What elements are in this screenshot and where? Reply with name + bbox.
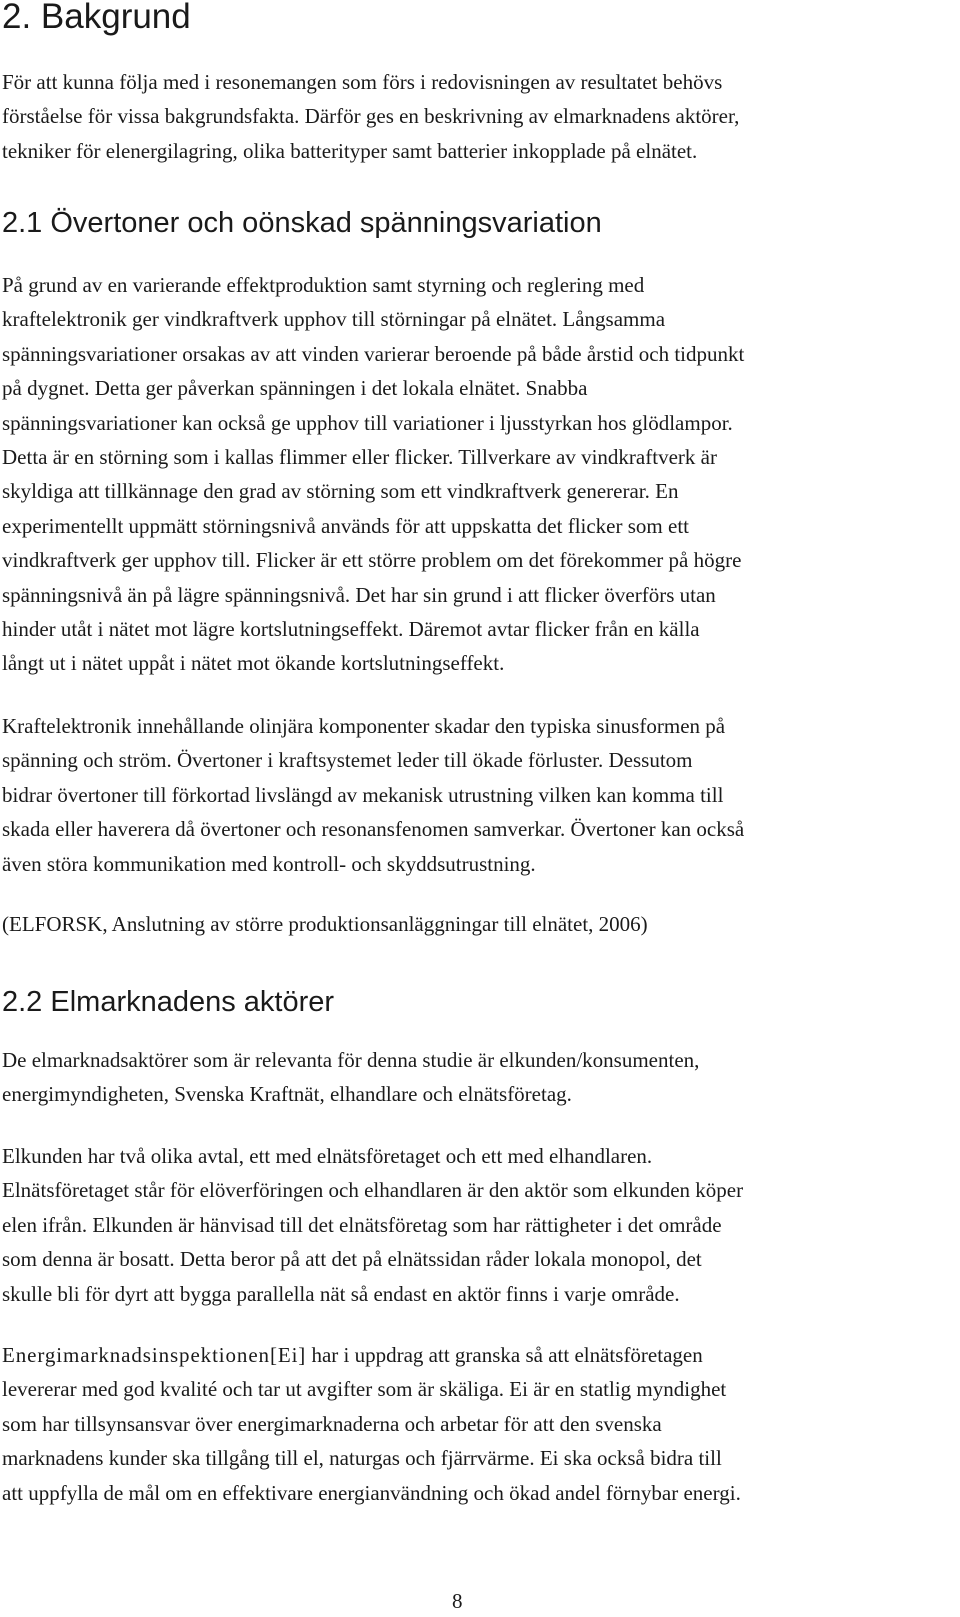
page-number: 8	[452, 1589, 463, 1613]
text-line: spänningsnivå än på lägre spänningsnivå. Det har sin grund i att flicker överförs utan	[2, 582, 716, 607]
text-line: marknadens kunder ska tillgång till el, naturgas och fjärrvärme. Ei ska också bidra till	[2, 1446, 722, 1471]
reference-text: (ELFORSK, Anslutning av större produktionsanläggningar till elnätet, 2006)	[2, 912, 648, 936]
paragraph-flicker	[2, 268, 942, 681]
text-line: även störa kommunikation med kontroll- och skyddsutrustning.	[2, 851, 536, 876]
subsection-title-2-1: 2.1 Övertoner och oönskad spänningsvariation	[2, 207, 602, 239]
text-line: spänningsvariationer kan också ge upphov till variationer i ljusstyrkan hos glödlampor.	[2, 410, 733, 435]
reference	[2, 907, 942, 941]
text-line: som har tillsynsansvar över energimarknaderna och arbetar för att den svenska	[2, 1411, 662, 1436]
text-line: långt ut i nätet uppåt i nätet mot ökande kortslutningseffekt.	[2, 651, 505, 676]
paragraph-harmonics	[2, 709, 942, 881]
text-line: kraftelektronik ger vindkraftverk upphov till störningar på elnätet. Långsamma	[2, 307, 666, 332]
text-fragment: har i uppdrag att granska så att elnätsföretagen	[306, 1343, 703, 1367]
text-line	[2, 1338, 942, 1372]
text-line: Kraftelektronik innehållande olinjära komponenter skadar den typiska sinusformen på	[2, 714, 726, 738]
text-line: skyldiga att tillkännage den grad av störning som ett vindkraftverk genererar. En	[2, 479, 679, 504]
text-line: tekniker för elenergilagring, olika batterityper samt batterier inkopplade på elnätet.	[2, 138, 698, 163]
text-line: spänningsvariationer orsakas av att vinden varierar beroende på både årstid och tidpunkt	[2, 341, 745, 366]
text-line: hinder utåt i nätet mot lägre kortslutningseffekt. Däremot avtar flicker från en källa	[2, 617, 700, 642]
subsection-title-2-2: 2.2 Elmarknadens aktörer	[2, 986, 335, 1018]
text-line: att uppfylla de mål om en effektivare energianvändning och ökad andel förnybar energi.	[2, 1480, 741, 1505]
text-line: vindkraftverk ger upphov till. Flicker är ett större problem om det förekommer på högre	[2, 548, 742, 573]
text-line: som denna är bosatt. Detta beror på att det på elnätssidan råder lokala monopol, det	[2, 1247, 702, 1272]
text-line: bidrar övertoner till förkortad livslängd av mekanisk utrustning vilken kan komma till	[2, 782, 724, 807]
text-line: förståelse för vissa bakgrundsfakta. Därför ges en beskrivning av elmarknadens aktörer,	[2, 104, 740, 129]
text-line: För att kunna följa med i resonemangen som förs i redovisningen av resultatet behövs	[2, 70, 723, 94]
text-line: skada eller haverera då övertoner och resonansfenomen samverkar. Övertoner kan också	[2, 817, 745, 842]
text-line: levererar med god kvalité och tar ut avgifter som är skäliga. Ei är en statlig myndighet	[2, 1377, 727, 1402]
paragraph-customer	[2, 1139, 942, 1311]
text-line: På grund av en varierande effektproduktion samt styrning och reglering med	[2, 273, 645, 297]
text-line: elen ifrån. Elkunden är hänvisad till det elnätsföretag som har rättigheter i det område	[2, 1212, 722, 1237]
text-line: Elnätsföretaget står för elöverföringen och elhandlaren är den aktör som elkunden köper	[2, 1178, 744, 1203]
text-line: De elmarknadsaktörer som är relevanta för denna studie är elkunden/konsumenten,	[2, 1048, 700, 1072]
text-line: på dygnet. Detta ger påverkan spänningen i det lokala elnätet. Snabba	[2, 376, 588, 401]
text-line: experimentellt uppmätt störningsnivå används för att uppskatta det flicker som ett	[2, 513, 689, 538]
section-title: 2. Bakgrund	[2, 0, 191, 36]
text-line: Elkunden har två olika avtal, ett med elnätsföretaget och ett med elhandlaren.	[2, 1144, 653, 1168]
text-line: spänning och ström. Övertoner i kraftsystemet leder till ökade förluster. Dessutom	[2, 748, 693, 773]
text-line: energimyndigheten, Svenska Kraftnät, elhandlare och elnätsföretag.	[2, 1082, 572, 1107]
intro-paragraph	[2, 65, 942, 168]
paragraph-actors	[2, 1043, 942, 1112]
text-line: Detta är en störning som i kallas flimmer eller flicker. Tillverkare av vindkraftverk är	[2, 445, 717, 470]
paragraph-ei	[2, 1338, 942, 1510]
text-line: skulle bli för dyrt att bygga parallella nät så endast en aktör finns i varje område.	[2, 1281, 680, 1306]
agency-name: Energimarknadsinspektionen[Ei]	[2, 1343, 307, 1367]
